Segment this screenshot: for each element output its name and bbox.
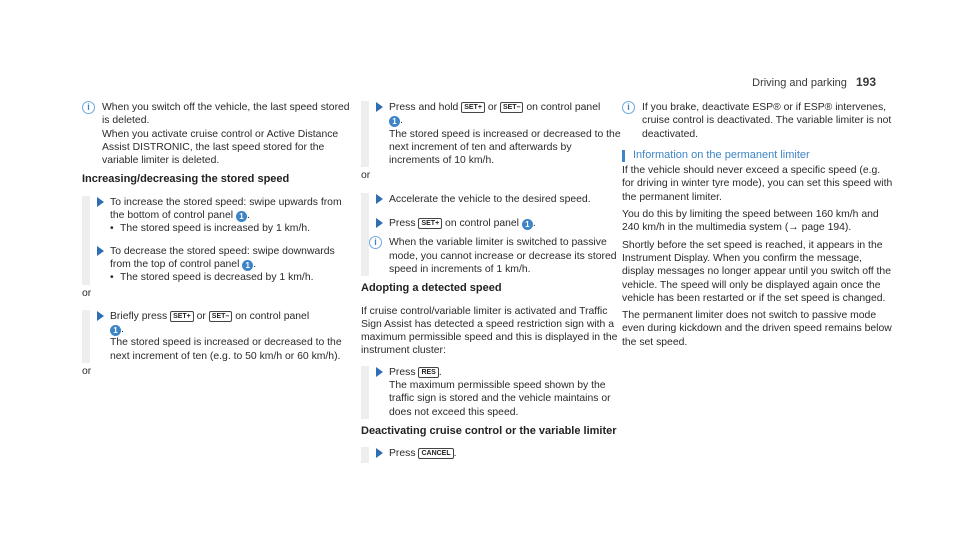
step-arrow-icon [376, 448, 383, 458]
step-arrow-icon [97, 246, 104, 256]
step-item: Press and hold SET+ or SET– on control panel 1 . The stored speed is increased or decreased to the next increment of ten and afterwards by increments of 10 km/h. [369, 101, 624, 167]
step-description: The stored speed is increased or decreased to the next increment of ten and afterwards by increments of 10 km/h. [389, 128, 621, 167]
step-text: or [487, 102, 498, 113]
column-2 [361, 101, 624, 463]
section-title: Driving and parking [752, 77, 847, 89]
page-number: 193 [855, 75, 876, 89]
step-arrow-icon [97, 197, 104, 207]
step-text: on control panel [235, 310, 310, 322]
step-item: Press SET+ on control panel 1 . [369, 217, 624, 232]
info-icon: i [369, 236, 382, 249]
column-3 [622, 101, 894, 349]
or-text: or [82, 287, 92, 299]
step-text: or [196, 310, 206, 322]
step-text: Press and hold [389, 102, 459, 113]
set-plus-key-icon: SET+ [170, 311, 194, 322]
note-block [82, 101, 355, 167]
paragraph: You do this by limiting the speed between 160 km/h and 240 km/h in the multimedia system (→ page 194). [622, 209, 879, 234]
note-block [622, 101, 894, 141]
paragraph: If cruise control/variable limiter is activated and Traffic Sign Assist has detected a speed restriction sign with a maximum permissible speed and this is displayed in the instrument cluster: [361, 305, 618, 357]
bullet-text: • The stored speed is decreased by 1 km/h. [110, 271, 355, 284]
step-text: Press [389, 366, 416, 378]
step-description: The maximum permissible speed shown by the traffic sign is stored and the vehicle maintains or does not exceed this speed. [389, 380, 611, 418]
info-icon: i [82, 101, 95, 114]
callout-1-badge: 1 [389, 116, 400, 127]
note-text: When you switch off the vehicle, the last speed stored is deleted. [102, 102, 350, 127]
step-item: Press RES . The maximum permissible speed shown by the traffic sign is stored and the vehicle maintains or does not exceed this speed. [369, 366, 624, 419]
step-item: Press CANCEL . [369, 447, 624, 462]
step-arrow-icon [376, 218, 383, 228]
step-bar [361, 447, 624, 462]
step-bar [361, 193, 624, 276]
set-minus-key-icon: SET– [500, 102, 524, 113]
step-text: Press [389, 218, 416, 230]
section-heading: Increasing/decreasing the stored speed [82, 173, 290, 186]
callout-1-badge: 1 [522, 219, 533, 230]
set-plus-key-icon: SET+ [418, 218, 442, 229]
step-bar [82, 196, 355, 285]
step-bar [361, 366, 624, 419]
paragraph: The permanent limiter does not switch to passive mode even during kickdown and the driven speed remains below the set speed. [622, 310, 892, 348]
column-1 [82, 101, 355, 388]
bullet-text: • The stored speed is increased by 1 km/h. [110, 222, 355, 235]
or-text: or [361, 170, 371, 182]
callout-1-badge: 1 [242, 260, 253, 271]
step-arrow-icon [376, 367, 383, 377]
or-text: or [82, 366, 92, 378]
page-header [752, 76, 876, 90]
res-key-icon: RES [418, 367, 438, 378]
step-text: on control panel [526, 102, 601, 113]
step-arrow-icon [376, 194, 383, 204]
step-text: To increase the stored speed: swipe upwards from the bottom of control panel [110, 196, 342, 222]
set-minus-key-icon: SET– [209, 311, 233, 322]
section-heading: Adopting a detected speed [361, 282, 502, 295]
step-text: To decrease the stored speed: swipe downwards from the top of control panel [110, 245, 335, 270]
section-heading: Deactivating cruise control or the variable limiter [361, 424, 617, 437]
note-block [369, 236, 624, 276]
step-item [369, 193, 624, 208]
info-heading: Information on the permanent limiter [622, 149, 894, 162]
step-item: To decrease the stored speed: swipe downwards from the top of control panel 1 . • The stored speed is decreased by 1 km/h. [90, 245, 355, 285]
step-text: Press [389, 448, 416, 460]
info-icon: i [622, 101, 635, 114]
step-item: To increase the stored speed: swipe upwards from the bottom of control panel 1 . • The stored speed is increased by 1 km/h. [90, 196, 355, 236]
note-text: If you brake, deactivate ESP® or if ESP® intervenes, cruise control is deactivated. The variable limiter is not deactivated. [642, 102, 892, 140]
step-item: Briefly press SET+ or SET– on control panel 1 . The stored speed is increased or decreased to the next increment of ten (e.g. to 50 km/h or 60 km/h). [90, 310, 355, 363]
step-text: Accelerate the vehicle to the desired speed. [389, 193, 591, 205]
step-text: on control panel [445, 218, 519, 230]
paragraph: Shortly before the set speed is reached, it appears in the Instrument Display. When you confirm the message, display messages no longer appear until you switch off the vehicle. The speed will only be displayed again once the vehicle has been restarted or if the set speed is changed. [622, 239, 891, 304]
step-text: Briefly press [110, 310, 168, 322]
step-arrow-icon [376, 102, 383, 112]
paragraph: If the vehicle should never exceed a specific speed (e.g. for driving in winter tyre mode), you can set this speed with the permanent limiter. [622, 165, 893, 203]
note-text: When the variable limiter is switched to passive mode, you cannot increase or decrease its stored speed in increments of 1 km/h. [389, 237, 617, 275]
callout-1-badge: 1 [110, 325, 121, 336]
cancel-key-icon: CANCEL [418, 448, 453, 459]
step-bar [361, 101, 624, 167]
set-plus-key-icon: SET+ [461, 102, 485, 113]
callout-1-badge: 1 [236, 211, 247, 222]
step-arrow-icon [97, 311, 104, 321]
step-bar [82, 310, 355, 363]
note-text: When you activate cruise control or Active Distance Assist DISTRONIC, the last speed stored for the variable limiter is deleted. [102, 128, 339, 167]
step-description: The stored speed is increased or decreased to the next increment of ten (e.g. to 50 km/h or 60 km/h). [110, 337, 342, 362]
